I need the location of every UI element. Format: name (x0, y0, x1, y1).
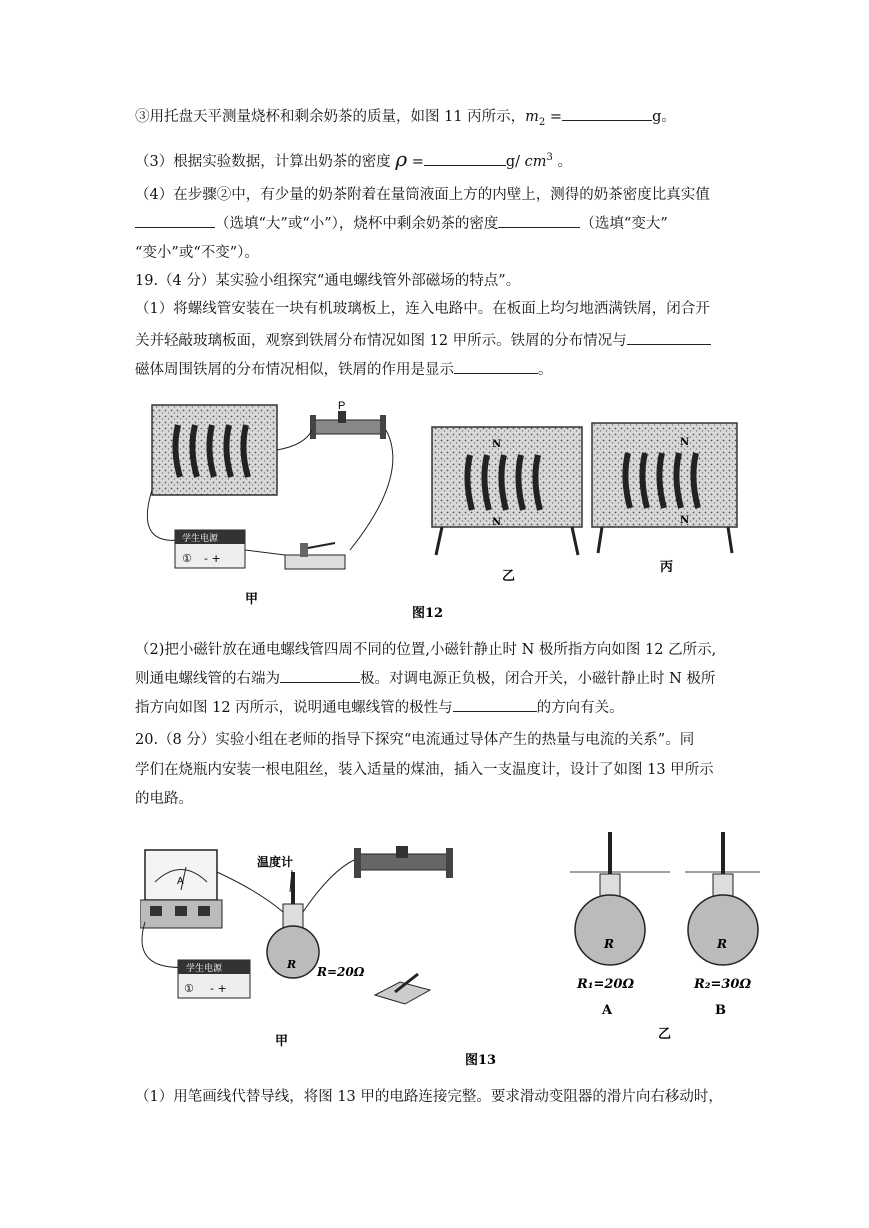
text: 的方向有关。 (536, 700, 624, 716)
ammeter (145, 850, 217, 900)
rheostat (312, 420, 382, 434)
line-11 (135, 668, 715, 689)
answer-blank[interactable] (135, 213, 215, 228)
caption-fig13: 图13 (465, 1053, 497, 1068)
answer-blank[interactable] (424, 151, 506, 166)
line-13: 20.（8 分）实验小组在老师的指导下探究“电流通过导体产生的热量与电流的关系”。同 (135, 732, 695, 748)
label-bing: 丙 (660, 560, 674, 575)
power-label: 学生电源 (182, 534, 219, 544)
caption-fig12: 图12 (412, 606, 444, 621)
power-terminals: - + (204, 552, 221, 565)
figure-13 (140, 812, 765, 1074)
rho-symbol: ρ (395, 146, 408, 171)
line-10: （2)把小磁针放在通电螺线管四周不同的位置,小磁针静止时 N 极所指方向如图 12 乙所示, (135, 642, 717, 658)
r1-label: R₁=20Ω (577, 977, 635, 992)
flask-a (575, 895, 645, 965)
flask-b (688, 895, 758, 965)
power-dial: ① (182, 552, 192, 565)
line-1 (135, 106, 676, 133)
text: 磁体周围铁屑的分布情况相似，铁屑的作用是显示 (135, 362, 454, 378)
line-12 (135, 697, 624, 718)
eq: = (545, 109, 563, 125)
line-9 (135, 359, 553, 380)
text: ③用托盘天平测量烧杯和剩余奶茶的质量，如图 11 丙所示， (135, 109, 526, 125)
figure-12 (140, 385, 740, 625)
answer-blank[interactable] (627, 330, 711, 345)
r2-inner: R (717, 937, 727, 951)
answer-blank[interactable] (562, 106, 652, 121)
text: （选填“变大” (580, 216, 668, 232)
board-jia (152, 405, 277, 495)
unit-cm: cm (524, 153, 547, 170)
line-2 (135, 148, 572, 172)
var-sub: 2 (538, 116, 546, 128)
line-4 (135, 213, 668, 234)
power-label: 学生电源 (186, 964, 223, 974)
line-8 (135, 330, 711, 351)
switch (285, 555, 345, 569)
text: （选填“大”或“小”），烧杯中剩余奶茶的密度 (215, 216, 499, 232)
unit: g/ (505, 153, 525, 170)
n-label: N (492, 517, 502, 528)
text: 指方向如图 12 丙所示，说明通电螺线管的极性与 (135, 700, 453, 716)
thermometer-label: 温度计 (257, 855, 294, 869)
label-a: A (602, 1003, 613, 1018)
power-dial: ① (184, 982, 194, 995)
var-m: m (525, 109, 539, 125)
label-b: B (715, 1003, 726, 1018)
text: 。 (538, 362, 553, 378)
board-yi (432, 427, 582, 527)
unit-exp: 3 (546, 152, 553, 163)
ammeter-label: A (177, 876, 184, 887)
line-3: （4）在步骤②中，有少量的奶茶附着在量筒液面上方的内壁上，测得的奶茶密度比真实值 (135, 187, 710, 203)
answer-blank[interactable] (453, 697, 537, 712)
line-15: 的电路。 (135, 791, 193, 807)
label-jia: 甲 (275, 1034, 289, 1049)
r-label: R=20Ω (317, 965, 365, 979)
text: （3）根据实验数据，计算出奶茶的密度 (135, 153, 396, 170)
answer-blank[interactable] (280, 668, 360, 683)
line-14: 学们在烧瓶内安装一根电阻丝，装入适量的煤油，插入一支温度计，设计了如图 13 甲所示 (135, 762, 714, 778)
line-16: （1）用笔画线代替导线，将图 13 甲的电路连接完整。要求滑动变阻器的滑片向右移动时， (135, 1089, 723, 1105)
answer-blank[interactable] (454, 359, 538, 374)
line-5: “变小”或“不变”）。 (135, 245, 259, 261)
board-bing (592, 423, 737, 527)
slider-p-label: P (338, 400, 346, 412)
r1-inner: R (604, 937, 614, 951)
r-inner: R (287, 958, 297, 971)
line-7: （1）将螺线管安装在一块有机玻璃板上，连入电路中。在板面上均匀地洒满铁屑，闭合开 (135, 301, 710, 317)
power-terminals: - + (210, 982, 227, 995)
r2-label: R₂=30Ω (694, 977, 752, 992)
unit: g。 (652, 109, 676, 125)
n-label: N (680, 437, 690, 448)
n-label: N (492, 439, 502, 450)
label-jia: 甲 (245, 592, 259, 607)
label-yi: 乙 (502, 569, 516, 584)
line-6: 19.（4 分）某实验小组探究“通电螺线管外部磁场的特点”。 (135, 273, 521, 289)
label-yi: 乙 (658, 1027, 672, 1042)
answer-blank[interactable] (498, 213, 580, 228)
eq: = (407, 153, 424, 170)
text: 则通电螺线管的右端为 (135, 671, 280, 687)
n-label: N (680, 515, 690, 526)
end: 。 (552, 153, 573, 170)
text: 极。对调电源正负极，闭合开关，小磁针静止时 N 极所 (360, 671, 716, 687)
text: 关并轻敲玻璃板面，观察到铁屑分布情况如图 12 甲所示。铁屑的分布情况与 (135, 333, 627, 349)
